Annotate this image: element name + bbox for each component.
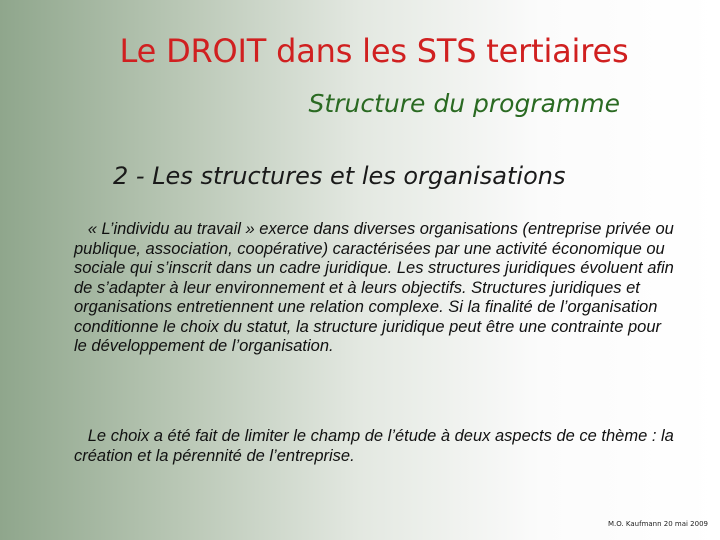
body-paragraph-2: Le choix a été fait de limiter le champ de l’étude à deux aspects de ce thème : la création et la pérennité de l’entreprise. xyxy=(74,427,674,465)
section-heading: 2 - Les structures et les organisations xyxy=(113,162,566,190)
slide-title: Le DROIT dans les STS tertiaires xyxy=(119,32,629,70)
body-paragraph-1: « L’individu au travail » exerce dans diverses organisations (entreprise privée ou publique, association, coopérative) caractérisées par une activité économique ou sociale qui s’inscrit dans un cadre juridique. Les structures juridiques évoluent afin de s’adapter à leur environnement et à leurs objectifs. Structures juridiques et organisations entretiennent une relation complexe. Si la finalité de l’organisation conditionne le choix du statut, la structure juridique peut être une contrainte pour le développement de l’organisation. xyxy=(74,220,674,355)
footer-credit: M.O. Kaufmann 20 mai 2009 xyxy=(607,520,708,528)
slide-subtitle: Structure du programme xyxy=(308,89,620,118)
